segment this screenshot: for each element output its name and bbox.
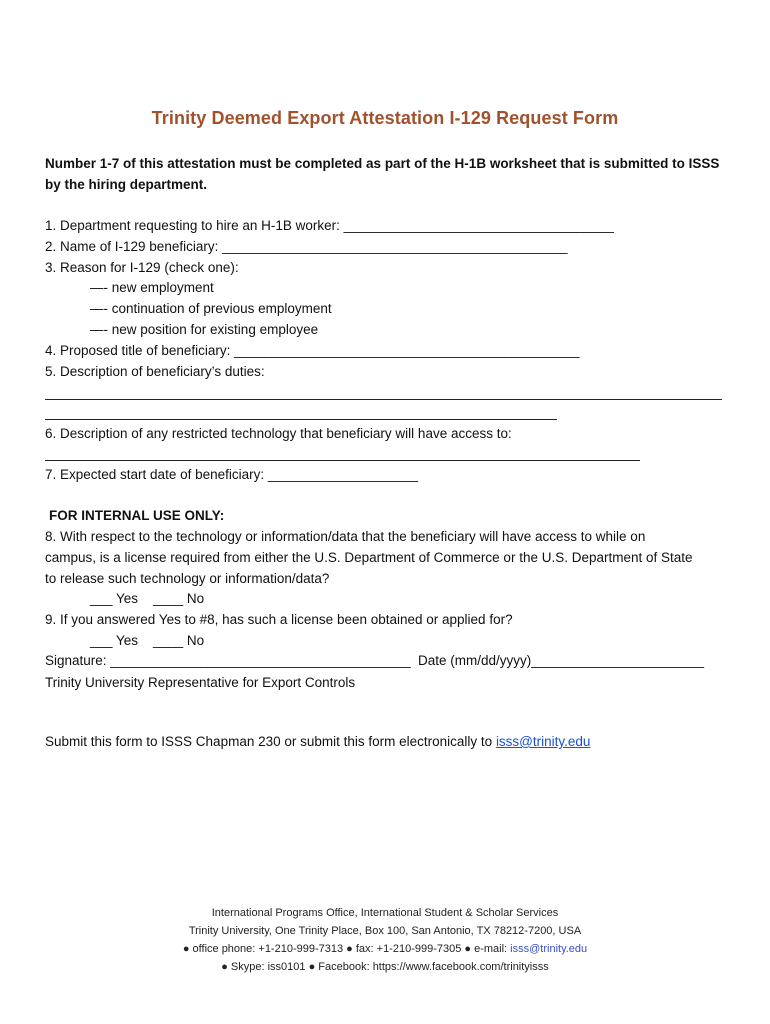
footer-contact-line — [0, 940, 770, 958]
footer-address: Trinity University, One Trinity Place, Box 100, San Antonio, TX 78212-7200, USA — [188, 925, 582, 937]
internal-use-heading: FOR INTERNAL USE ONLY: — [49, 508, 225, 523]
question-5: 5. Description of beneficiary’s duties: — [45, 364, 265, 379]
footer-phone-fax: ● office phone: +1-210-999-7313 ● fax: +1-210-999-7305 ● e-mail: — [182, 943, 511, 955]
question-6: 6. Description of any restricted technology that beneficiary will have access to: — [45, 426, 512, 441]
submit-instructions — [45, 733, 590, 751]
date-field[interactable]: Date (mm/dd/yyyy)_______________________ — [418, 653, 704, 668]
footer-services: International Student & Scholar Services — [357, 907, 559, 919]
signature-field[interactable]: Signature: ________________________________________ — [45, 653, 411, 668]
footer-office-line — [0, 904, 770, 922]
question-3: 3. Reason for I-129 (check one): — [45, 260, 239, 275]
footer-social: ● Skype: iss0101 ● Facebook: https://www.facebook.com/trinityisss — [221, 961, 549, 973]
technology-blank-line[interactable] — [45, 460, 640, 461]
question-8-options[interactable]: ___ Yes ____ No — [90, 591, 205, 606]
question-8-line-2: campus, is a license required from either the U.S. Department of Commerce or the U.S. Department of State — [45, 550, 693, 565]
intro-line-1: Number 1-7 of this attestation must be completed as part of the H-1B worksheet that is submitted to ISSS — [45, 156, 720, 171]
footer-email-link[interactable]: isss@trinity.edu — [510, 943, 588, 955]
question-8-line-3: to release such technology or information/data? — [45, 571, 330, 586]
footer-office: International Programs Office, — [211, 907, 358, 919]
duties-blank-line-1[interactable] — [45, 399, 722, 400]
option-new-position[interactable]: —- new position for existing employee — [90, 322, 319, 337]
submit-text: Submit this form to ISSS Chapman 230 or submit this form electronically to — [45, 734, 496, 749]
representative-label: Trinity University Representative for Export Controls — [45, 675, 356, 690]
submit-email-link[interactable]: isss@trinity.edu — [495, 734, 591, 749]
form-title: Trinity Deemed Export Attestation I-129 Request Form — [151, 108, 619, 128]
question-4[interactable]: 4. Proposed title of beneficiary: ______________________________________________ — [45, 343, 580, 358]
question-9-options[interactable]: ___ Yes ____ No — [90, 633, 205, 648]
option-continuation[interactable]: —- continuation of previous employment — [90, 301, 332, 316]
question-7[interactable]: 7. Expected start date of beneficiary: ____________________ — [45, 467, 419, 482]
question-1[interactable]: 1. Department requesting to hire an H-1B worker: ____________________________________ — [45, 218, 614, 233]
question-2[interactable]: 2. Name of I-129 beneficiary: ______________________________________________ — [45, 239, 568, 254]
intro-line-2: by the hiring department. — [45, 177, 208, 192]
option-new-employment[interactable]: —- new employment — [90, 280, 214, 295]
question-9: 9. If you answered Yes to #8, has such a license been obtained or applied for? — [45, 612, 513, 627]
question-8-line-1: 8. With respect to the technology or information/data that the beneficiary will have access to while on — [45, 529, 646, 544]
duties-blank-line-2[interactable] — [45, 419, 557, 420]
